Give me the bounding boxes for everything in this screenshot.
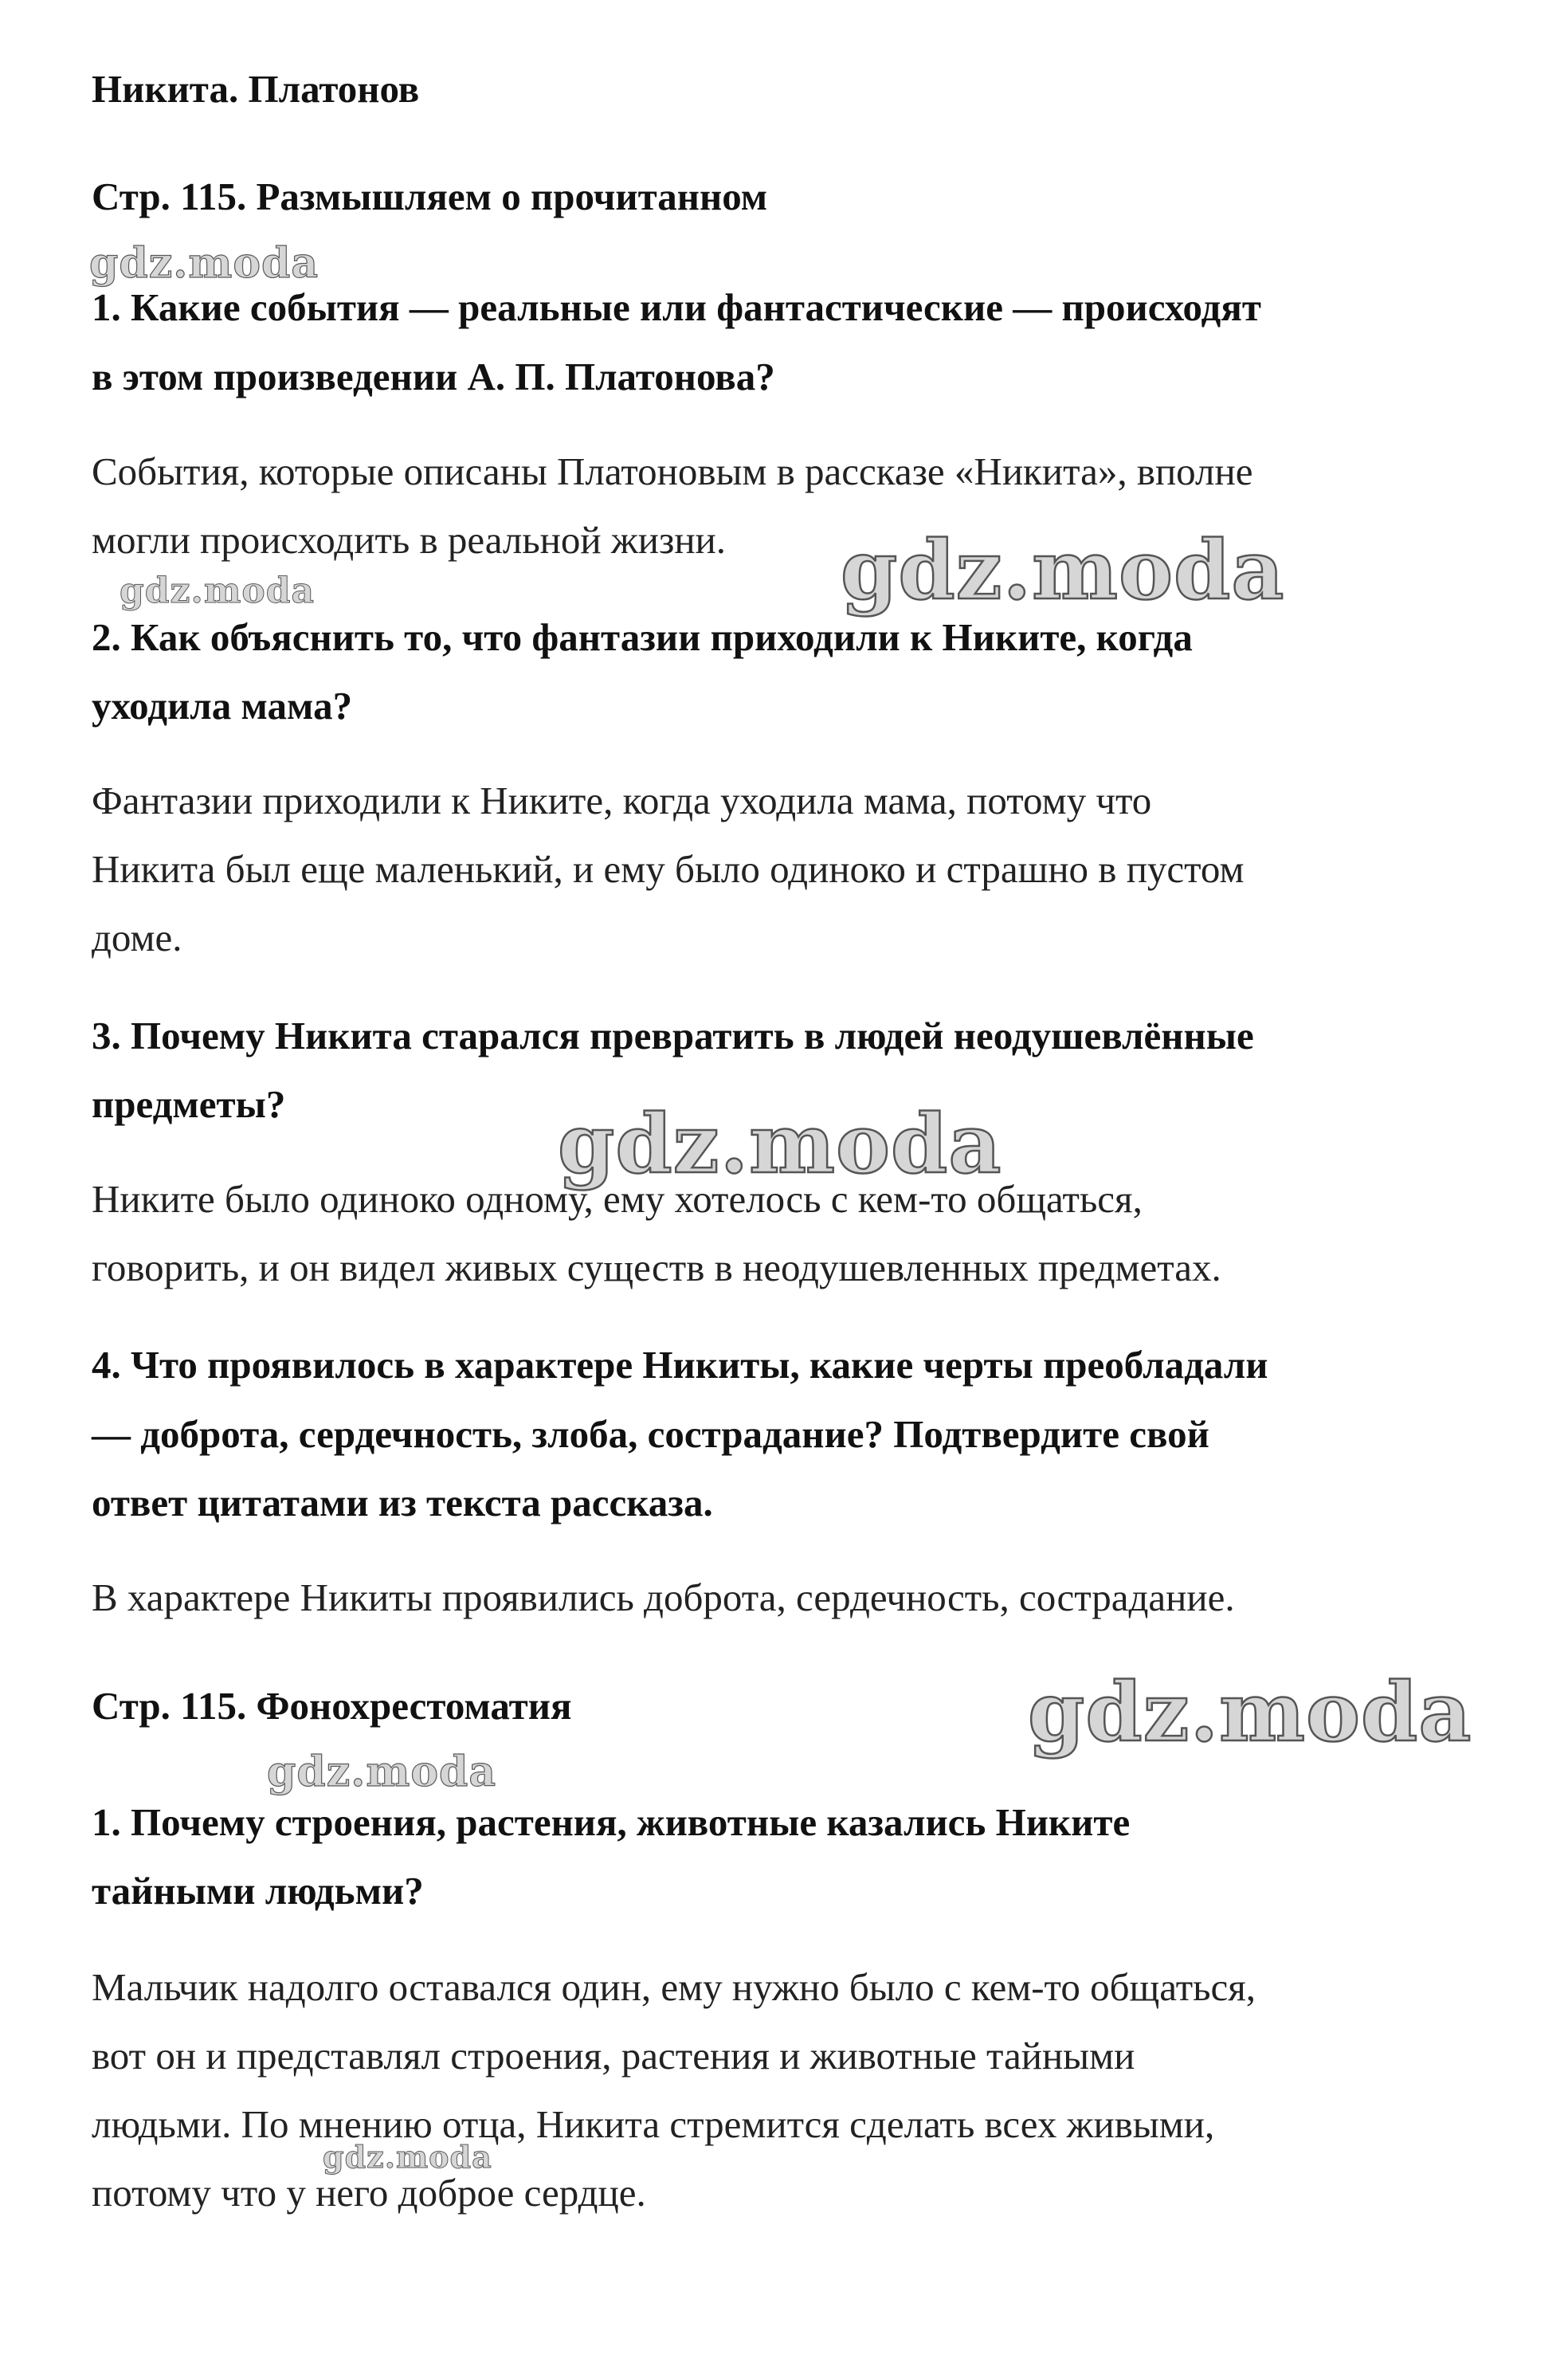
watermark: gdz.moda: [841, 523, 1285, 618]
watermark: gdz.moda: [1028, 1665, 1472, 1760]
question-4-line-2: — доброта, сердечность, злоба, сострадание? Подтвердите свой: [92, 1412, 1209, 1456]
question-2-line-2: уходила мама?: [92, 684, 353, 728]
section-heading: Стр. 115. Фонохрестоматия: [92, 1684, 572, 1728]
answer-3-line-2: говорить, и он видел живых существ в неодушевленных предметах.: [92, 1246, 1221, 1289]
answer-1-line-1: События, которые описаны Платоновым в рассказе «Никита», вполне: [92, 449, 1253, 493]
question-3-line-2: предметы?: [92, 1082, 286, 1126]
answer-4-line-1: В характере Никиты проявились доброта, сердечность, сострадание.: [92, 1575, 1235, 1619]
answer-2-line-2: Никита был еще маленький, и ему было одиноко и страшно в пустом: [92, 847, 1245, 891]
watermark: gdz.moda: [120, 571, 316, 611]
question-4-line-1: 4. Что проявилось в характере Никиты, какие черты преобладали: [92, 1343, 1268, 1387]
answer-3-line-1: Никите было одиноко одному, ему хотелось с кем-то общаться,: [92, 1177, 1143, 1221]
answer-1-line-2: могли происходить в реальной жизни.: [92, 518, 727, 562]
question-3-line-1: 3. Почему Никита старался превратить в людей неодушевлённые: [92, 1014, 1254, 1057]
question-5-line-1: 1. Почему строения, растения, животные казались Никите: [92, 1800, 1131, 1844]
question-5-line-2: тайными людьми?: [92, 1869, 424, 1913]
answer-2-line-1: Фантазии приходили к Никите, когда уходила мама, потому что: [92, 779, 1152, 822]
answer-5-line-4: потому что у него доброе сердце.: [92, 2171, 646, 2215]
watermark: gdz.moda: [267, 1748, 497, 1796]
watermark: gdz.moda: [89, 239, 319, 288]
watermark: gdz.moda: [323, 2139, 492, 2175]
page-title: Никита. Платонов: [92, 67, 420, 111]
question-2-line-1: 2. Как объяснить то, что фантазии приходили к Никите, когда: [92, 615, 1193, 659]
answer-5-line-3: людьми. По мнению отца, Никита стремится сделать всех живыми,: [92, 2102, 1215, 2146]
answer-5-line-1: Мальчик надолго оставался один, ему нужно было с кем-то общаться,: [92, 1965, 1256, 2009]
question-4-line-3: ответ цитатами из текста рассказа.: [92, 1481, 713, 1524]
answer-2-line-3: доме.: [92, 916, 182, 959]
answer-5-line-2: вот он и представлял строения, растения и животные тайными: [92, 2034, 1135, 2078]
question-1-line-1: 1. Какие события — реальные или фантастические — происходят: [92, 285, 1261, 329]
question-1-line-2: в этом произведении А. П. Платонова?: [92, 355, 775, 398]
section-heading: Стр. 115. Размышляем о прочитанном: [92, 175, 768, 218]
watermark: gdz.moda: [558, 1097, 1002, 1192]
